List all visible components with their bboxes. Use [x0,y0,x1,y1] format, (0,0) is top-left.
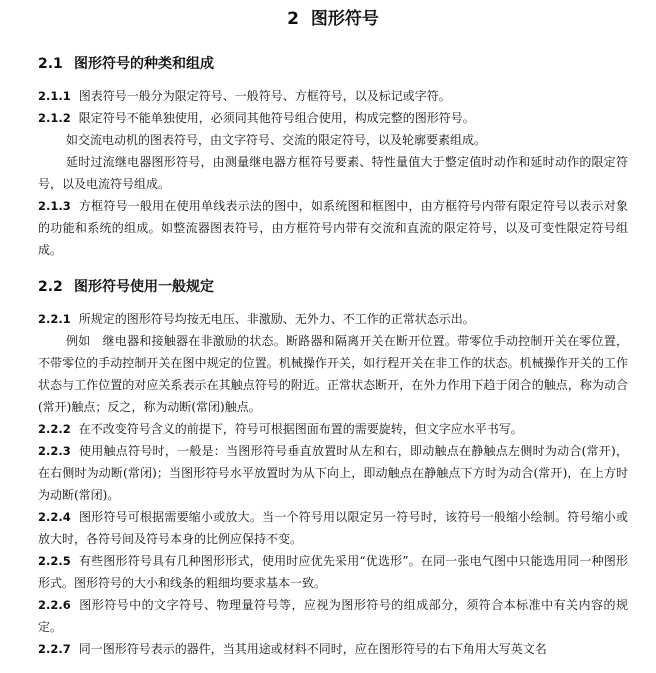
clause-text: 图形符号可根据需要缩小或放大。当一个符号用以限定另一符号时，该符号一般缩小绘制。符号缩小或放大时，各符号间及符号本身的比例应保持不变。 [38,510,628,546]
clause-paragraph [38,594,628,638]
clause-number: 2.2.7 [38,642,71,656]
clause-number: 2.2.2 [38,422,71,436]
clause-text: 在不改变符号含义的前提下，符号可根据图面布置的需要旋转，但文字应水平书写。 [78,422,523,436]
chapter-title [38,0,628,38]
clause-text: 例如 继电器和接触器在非激励的状态。断路器和隔离开关在断开位置。带零位手动控制开关在零位置，不带零位的手动控制开关在图中规定的位置。机械操作开关，如行程开关在非工作的状态。机械操作开关的工作状态与工作位置的对应关系表示在其触点符号的附近。正常状态断开，在外力作用下趋于闭合的触点，称为动合(常开)触点；反之，称为动断(常闭)触点。 [38,334,628,414]
section-heading [38,277,628,297]
clause-number: 2.2.6 [38,598,71,612]
sections-container [38,54,628,660]
clause-text: 限定符号不能单独使用，必须同其他符号组合使用，构成完整的图形符号。 [78,111,475,125]
clause-number: 2.2.5 [38,554,71,568]
clause-paragraph [38,107,628,129]
clause-paragraph [38,550,628,594]
section-heading [38,54,628,74]
clause-text: 图形符号中的文字符号、物理量符号等，应视为图形符号的组成部分，须符合本标准中有关内容的规定。 [38,598,628,634]
chapter-number: 2 [287,9,299,29]
clause-text: 使用触点符号时，一般是：当图形符号垂直放置时从左和右，即动触点在静触点左侧时为动合(常开)，在右侧时为动断(常闭)；当图形符号水平放置时为从下向上，即动触点在静触点下方时为动合(常开)，在上方时为动断(常闭)。 [38,444,628,502]
clause-number: 2.2.4 [38,510,71,524]
clause-paragraph [38,308,628,330]
clause-paragraph [38,195,628,261]
clause-number: 2.2.3 [38,444,71,458]
clause-text: 有些图形符号具有几种图形形式，使用时应优先采用“优选形”。在同一张电气图中只能选用同一种图形形式。图形符号的大小和线条的粗细均要求基本一致。 [38,554,628,590]
clause-paragraph [38,151,628,195]
clause-paragraph [38,129,628,151]
clause-paragraph [38,506,628,550]
clause-number: 2.1.1 [38,89,71,103]
section-title: 图形符号的种类和组成 [74,56,214,72]
clause-text: 图表符号一般分为限定符号、一般符号、方框符号，以及标记或字符。 [78,89,451,103]
clause-text: 所规定的图形符号均按无电压、非激励、无外力、不工作的正常状态示出。 [78,312,475,326]
section-number: 2.1 [38,56,63,72]
section-number: 2.2 [38,279,63,295]
clause-paragraph [38,440,628,506]
clause-text: 方框符号一般用在使用单线表示法的图中，如系统图和框图中，由方框符号内带有限定符号以表示对象的功能和系统的组成。如整流器图表符号，由方框符号内带有交流和直流的限定符号，以及可变性限定符号组成。 [38,199,628,257]
clause-number: 2.1.3 [38,199,71,213]
clause-paragraph [38,85,628,107]
section-title: 图形符号使用一般规定 [74,279,214,295]
clause-paragraph [38,418,628,440]
clause-text: 同一图形符号表示的器件，当其用途或材料不同时，应在图形符号的右下角用大写英文名 [78,642,547,656]
clause-number: 2.1.2 [38,111,71,125]
clause-number: 2.2.1 [38,312,71,326]
clause-paragraph [38,330,628,418]
clause-text: 延时过流继电器图形符号，由测量继电器方框符号要素、特性量值大于整定值时动作和延时动作的限定符号，以及电流符号组成。 [38,155,628,191]
clause-text: 如交流电动机的图表符号，由文字符号、交流的限定符号，以及轮廓要素组成。 [66,133,487,147]
clause-paragraph [38,638,628,660]
chapter-title-text: 图形符号 [310,9,379,29]
